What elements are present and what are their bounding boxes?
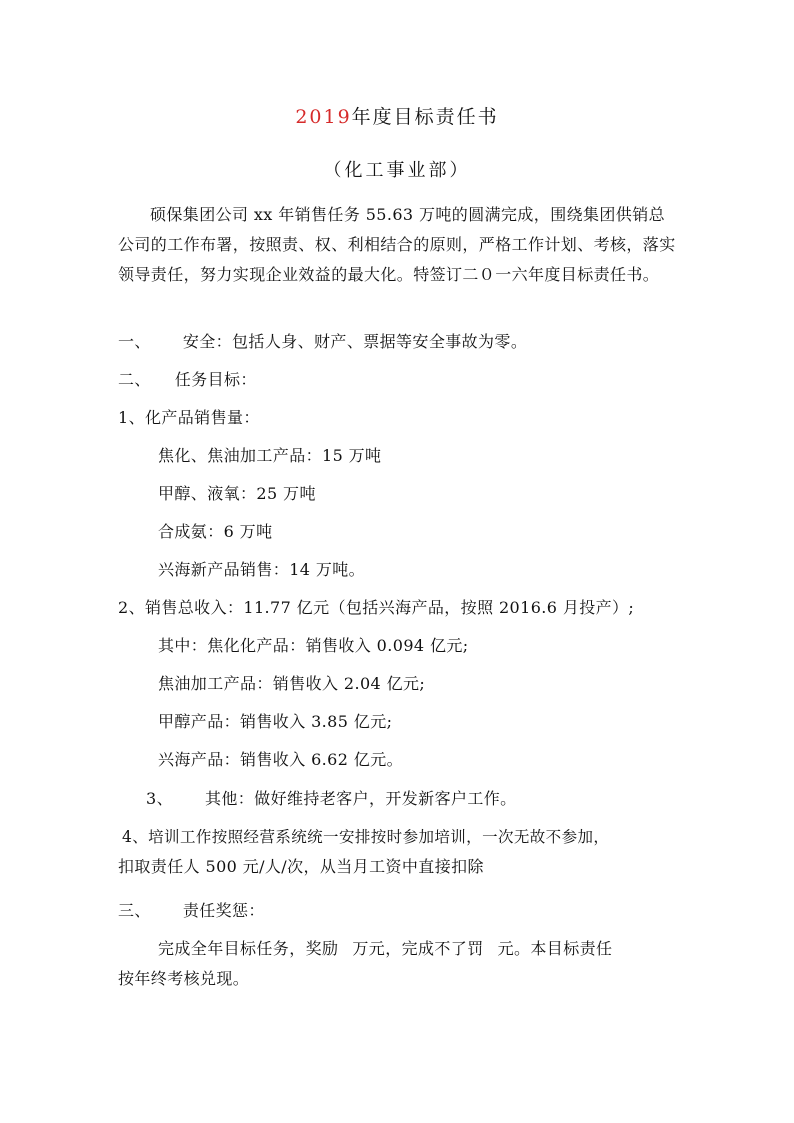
item-sales-volume: 1、化产品销售量： — [118, 408, 260, 427]
item-other — [146, 786, 517, 812]
reward-line1 — [158, 936, 612, 962]
intro-paragraph: 硕保集团公司 xx 年销售任务 55.63 万吨的圆满完成，围绕集团供销总公司的工作布署，按照责、权、利相结合的原则，严格工作计划、考核，落实领导责任，努力实现企业效益的最大化。特签订二０一六年度目标责任书。 — [118, 205, 676, 284]
section-number: 一、 — [118, 332, 151, 351]
revenue-line: 焦油加工产品：销售收入 2.04 亿元; — [158, 674, 426, 693]
sales-volume-line: 合成氨：6 万吨 — [158, 522, 273, 541]
section-number: 三、 — [118, 901, 151, 920]
section-rewards — [118, 898, 265, 924]
reward-text-b: 万元，完成不了罚 — [352, 939, 484, 958]
title-year: 2019 — [295, 106, 352, 128]
reward-line2: 按年终考核兑现。 — [118, 969, 250, 988]
revenue-line: 甲醇产品：销售收入 3.85 亿元; — [158, 712, 393, 731]
document-title — [0, 104, 794, 130]
reward-text-c: 元。本目标责任 — [497, 939, 613, 958]
document-subtitle: （化工事业部） — [323, 160, 471, 181]
revenue-line: 兴海产品：销售收入 6.62 亿元。 — [158, 750, 403, 769]
section-safety — [118, 329, 527, 355]
revenue-line: 其中：焦化化产品：销售收入 0.094 亿元; — [158, 636, 469, 655]
item-training-line2: 扣取责任人 500 元/人/次，从当月工资中直接扣除 — [118, 857, 484, 876]
item-training-line1: 4、培训工作按照经营系统统一安排按时参加培训，一次无故不参加， — [122, 828, 610, 846]
sales-volume-line: 焦化、焦油加工产品：15 万吨 — [158, 446, 382, 465]
section-text: 任务目标： — [174, 370, 257, 389]
section-task-goals — [118, 367, 257, 393]
item-total-revenue: 2、销售总收入：11.77 亿元（包括兴海产品，按照 2016.6 月投产）; — [118, 598, 635, 617]
reward-text-a: 完成全年目标任务，奖励 — [158, 939, 339, 958]
section-text: 安全：包括人身、财产、票据等安全事故为零。 — [182, 332, 528, 351]
item-number: 3、 — [146, 789, 173, 808]
sales-volume-line: 兴海新产品销售：14 万吨。 — [158, 560, 366, 579]
section-text: 责任奖惩： — [182, 901, 265, 920]
section-number: 二、 — [118, 370, 151, 389]
title-text: 年度目标责任书 — [351, 106, 499, 128]
sales-volume-line: 甲醇、液氧：25 万吨 — [158, 484, 316, 503]
item-text: 其他：做好维持老客户，开发新客户工作。 — [204, 789, 517, 808]
